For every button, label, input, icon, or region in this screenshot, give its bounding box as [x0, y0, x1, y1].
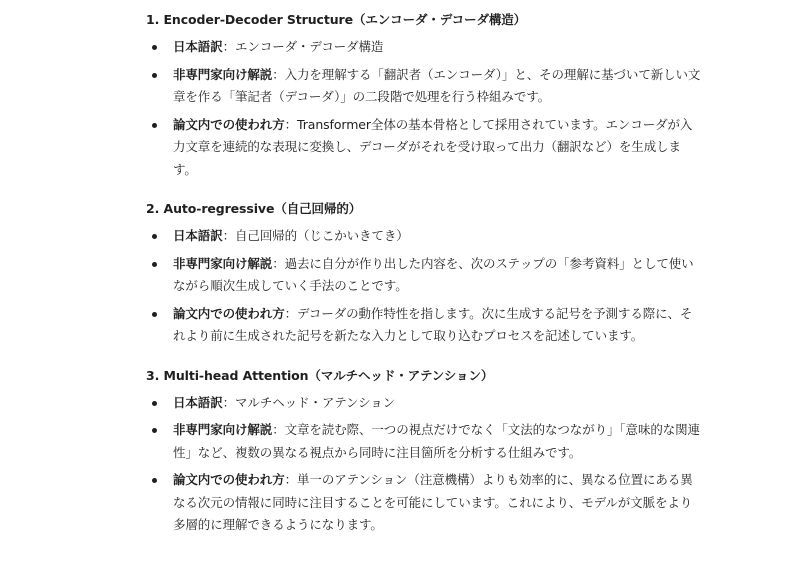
item-text: デコーダの動作特性を指します。次に生成する記号を予測する際に、それより前に生成された記号を新たな入力として取り込むプロセスを記述しています。: [173, 305, 693, 343]
item-label: 日本語訳: [173, 228, 223, 243]
item-label: 論文内での使われ方: [173, 305, 285, 321]
list-item: [146, 225, 703, 248]
item-label: 論文内での使われ方: [173, 116, 285, 132]
list-item: [146, 469, 703, 537]
item-text: 自己回帰的（じこかいきてき）: [235, 228, 409, 243]
list-item: [146, 419, 703, 464]
item-label: 非専門家向け解説: [173, 422, 273, 437]
item-separator: ：: [272, 255, 285, 271]
item-label: 日本語訳: [173, 39, 223, 54]
section-title: 3. Multi-head Attention（マルチヘッド・アテンション）: [146, 367, 494, 383]
item-separator: ：: [284, 116, 298, 132]
item-separator: ：: [272, 422, 285, 437]
item-text: 単一のアテンション（注意機構）よりも効率的に、異なる位置にある異なる次元の情報に同時に注目することを可能にしています。これにより、モデルが文脈をより多層的に理解できるようになります。: [173, 472, 693, 532]
item-separator: ：: [284, 305, 298, 321]
term-list: [146, 392, 785, 537]
item-text: 文章を読む際、一つの視点だけでなく「文法的なつながり」「意味的な関連性」など、複数の異なる視点から同時に注目箇所を分析する仕組みです。: [173, 422, 700, 460]
item-separator: ：: [222, 39, 236, 54]
item-text: マルチヘッド・アテンション: [235, 394, 396, 410]
item-separator: ：: [222, 228, 236, 243]
term-list: [146, 36, 785, 181]
section-title: 2. Auto-regressive（自己回帰的）: [146, 201, 362, 216]
term-list: [146, 225, 785, 348]
section-multi-head-attention: [146, 366, 785, 537]
list-item: [146, 253, 703, 298]
item-label: 非専門家向け解説: [173, 255, 273, 271]
item-text: エンコーダ・デコーダ構造: [235, 39, 384, 54]
list-item: [146, 303, 703, 348]
item-separator: ：: [222, 394, 236, 410]
list-item: [146, 64, 703, 109]
item-label: 非専門家向け解説: [173, 66, 273, 82]
list-item: [146, 36, 703, 59]
item-separator: ：: [272, 66, 285, 82]
section-auto-regressive: [146, 199, 785, 348]
section-title: 1. Encoder-Decoder Structure（エンコーダ・デコーダ構造）: [146, 12, 527, 27]
item-text: Transformer全体の基本骨格として採用されています。エンコーダが入力文章を連続的な表現に変換し、デコーダがそれを受け取って出力（翻訳など）を生成します。: [173, 116, 693, 177]
item-label: 日本語訳: [173, 394, 223, 410]
item-text: 入力を理解する「翻訳者（エンコーダ）」と、その理解に基づいて新しい文章を作る「筆記者（デコーダ）」の二段階で処理を行う枠組みです。: [173, 66, 701, 104]
item-separator: ：: [284, 472, 298, 487]
section-encoder-decoder: [146, 10, 785, 181]
item-text: 過去に自分が作り出した内容を、次のステップの「参考資料」として使いながら順次生成していく手法のことです。: [173, 255, 694, 293]
item-label: 論文内での使われ方: [173, 472, 285, 487]
list-item: [146, 114, 703, 182]
list-item: [146, 392, 703, 415]
